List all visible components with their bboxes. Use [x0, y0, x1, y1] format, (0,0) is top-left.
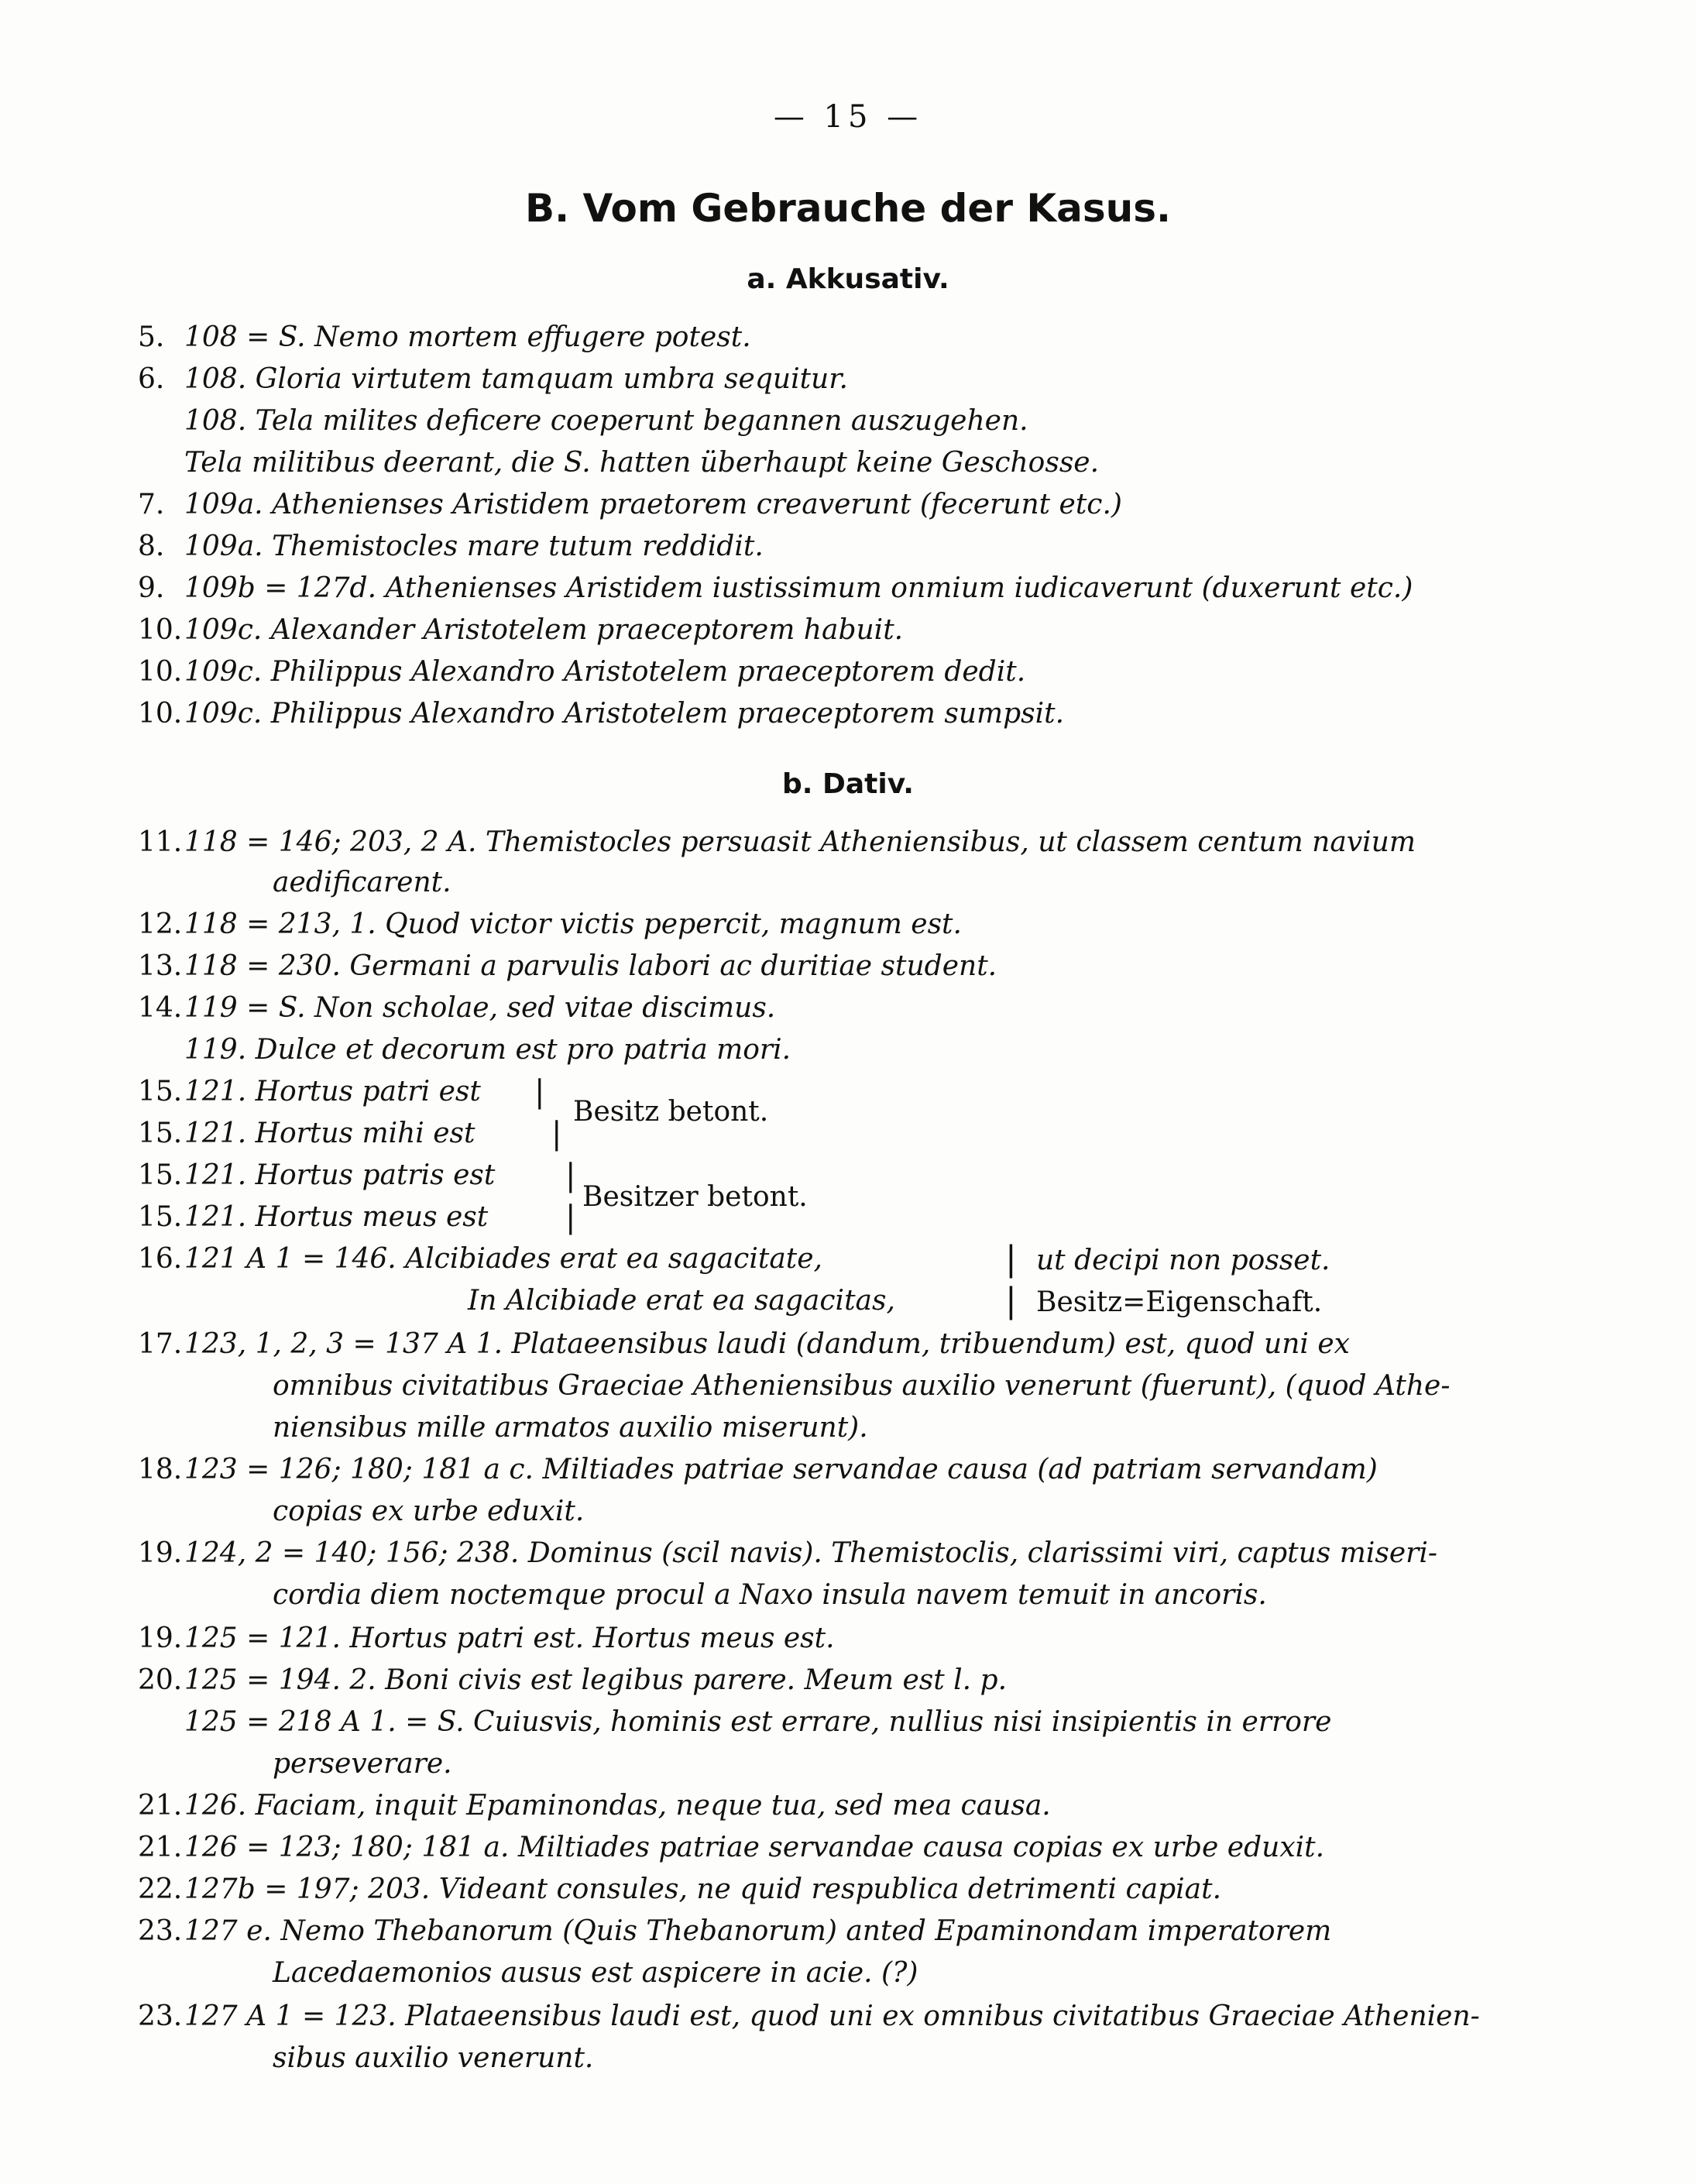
brace: |: [551, 1116, 562, 1152]
entry-line: 8. 109a. Themistocles mare tutum reddidit.: [138, 531, 764, 562]
entry-line: 13.118 = 230. Germani a parvulis labori ac duritiae student.: [138, 950, 997, 982]
entry-continuation: Lacedaemonios ausus est aspicere in acie. (?): [273, 1957, 918, 1989]
entry-continuation: omnibus civitatibus Graeciae Atheniensibus auxilio venerunt (fuerunt), (quod Athe-: [273, 1370, 1451, 1402]
entry-line: 17.123, 1, 2, 3 = 137 A 1. Plataeensibus laudi (dandum, tribuendum) est, quod uni ex: [138, 1328, 1350, 1360]
entry-line: 7. 109a. Athenienses Aristidem praetorem creaverunt (fecerunt etc.): [138, 489, 1122, 520]
entry-line: 15.121. Hortus patri est: [138, 1076, 481, 1107]
entry-line: 18.123 = 126; 180; 181 a c. Miltiades patriae servandae causa (ad patriam servandam): [138, 1454, 1378, 1485]
entry-line: 15.121. Hortus mihi est: [138, 1118, 475, 1149]
entry-continuation: cordia diem noctemque procul a Naxo insula navem temuit in ancoris.: [273, 1579, 1267, 1611]
page-number: — 15 —: [773, 99, 923, 135]
entry-line: 16.121 A 1 = 146. Alcibiades erat ea sagacitate,: [138, 1243, 822, 1275]
entry-line: 15.121. Hortus patris est: [138, 1159, 496, 1191]
entry-line: 108. Tela milites deficere coeperunt begannen auszugehen.: [184, 405, 1028, 437]
entry-continuation: aedificarent.: [273, 867, 451, 898]
note-besitzer-betont: Besitzer betont.: [582, 1181, 808, 1213]
note-besitz-eigenschaft: Besitz=Eigenschaft.: [1036, 1286, 1323, 1318]
entry-line: 14.119 = S. Non scholae, sed vitae discimus.: [138, 992, 776, 1024]
brace: |: [1005, 1281, 1017, 1320]
entry-line: 23.127 A 1 = 123. Plataeensibus laudi est, quod uni ex omnibus civitatibus Graeciae Athenien-: [138, 2000, 1480, 2032]
entry-line: 5. 108 = S. Nemo mortem effugere potest.: [138, 321, 751, 353]
entry-line: 19.124, 2 = 140; 156; 238. Dominus (scil navis). Themistoclis, clarissimi viri, captus miseri-: [138, 1537, 1438, 1569]
entry-line: 21.126 = 123; 180; 181 a. Miltiades patriae servandae causa copias ex urbe eduxit.: [138, 1832, 1325, 1863]
entry-line: 11.118 = 146; 203, 2 A. Themistocles persuasit Atheniensibus, ut classem centum navium: [138, 826, 1416, 858]
section-title: B. Vom Gebrauche der Kasus.: [525, 186, 1171, 231]
entry-line: 6. 108. Gloria virtutem tamquam umbra sequitur.: [138, 363, 848, 395]
entry-line: 22.127b = 197; 203. Videant consules, ne quid respublica detrimenti capiat.: [138, 1873, 1222, 1905]
subheading-dativ: b. Dativ.: [782, 768, 914, 800]
entry-continuation: In Alcibiade erat ea sagacitas,: [468, 1285, 895, 1317]
entry-continuation: sibus auxilio venerunt.: [273, 2042, 594, 2074]
brace: |: [1005, 1239, 1017, 1279]
entry-continuation: niensibus mille armatos auxilio miserunt).: [273, 1412, 868, 1444]
entry-line: 15.121. Hortus meus est: [138, 1201, 489, 1233]
entry-line: Tela militibus deerant, die S. hatten überhaupt keine Geschosse.: [184, 447, 1100, 479]
brace: |: [565, 1158, 576, 1193]
brace: |: [534, 1074, 545, 1110]
note-ut-decipi: ut decipi non posset.: [1036, 1245, 1330, 1276]
entry-line: 10.109c. Philippus Alexandro Aristotelem praeceptorem sumpsit.: [138, 698, 1065, 730]
note-besitz-betont: Besitz betont.: [573, 1096, 769, 1128]
entry-line: 9. 109b = 127d. Athenienses Aristidem iustissimum onmium iudicaverunt (duxerunt etc.): [138, 572, 1413, 604]
entry-line: 21.126. Faciam, inquit Epaminondas, neque tua, sed mea causa.: [138, 1790, 1051, 1822]
brace: |: [565, 1200, 576, 1235]
entry-line: 12.118 = 213, 1. Quod victor victis pepercit, magnum est.: [138, 908, 962, 940]
entry-line: 19.125 = 121. Hortus patri est. Hortus meus est.: [138, 1623, 835, 1654]
entry-line: 119. Dulce et decorum est pro patria mori.: [184, 1034, 791, 1066]
entry-line: 20.125 = 194. 2. Boni civis est legibus parere. Meum est l. p.: [138, 1664, 1008, 1696]
entry-line: 10.109c. Philippus Alexandro Aristotelem praeceptorem dedit.: [138, 656, 1026, 688]
entry-line: 10.109c. Alexander Aristotelem praeceptorem habuit.: [138, 614, 904, 646]
subheading-akkusativ: a. Akkusativ.: [747, 263, 949, 295]
entry-continuation: perseverare.: [273, 1748, 452, 1780]
entry-line: 125 = 218 A 1. = S. Cuiusvis, hominis est errare, nullius nisi insipientis in errore: [184, 1706, 1332, 1738]
entry-continuation: copias ex urbe eduxit.: [273, 1495, 585, 1527]
entry-line: 23.127 e. Nemo Thebanorum (Quis Thebanorum) anted Epaminondam imperatorem: [138, 1915, 1332, 1947]
